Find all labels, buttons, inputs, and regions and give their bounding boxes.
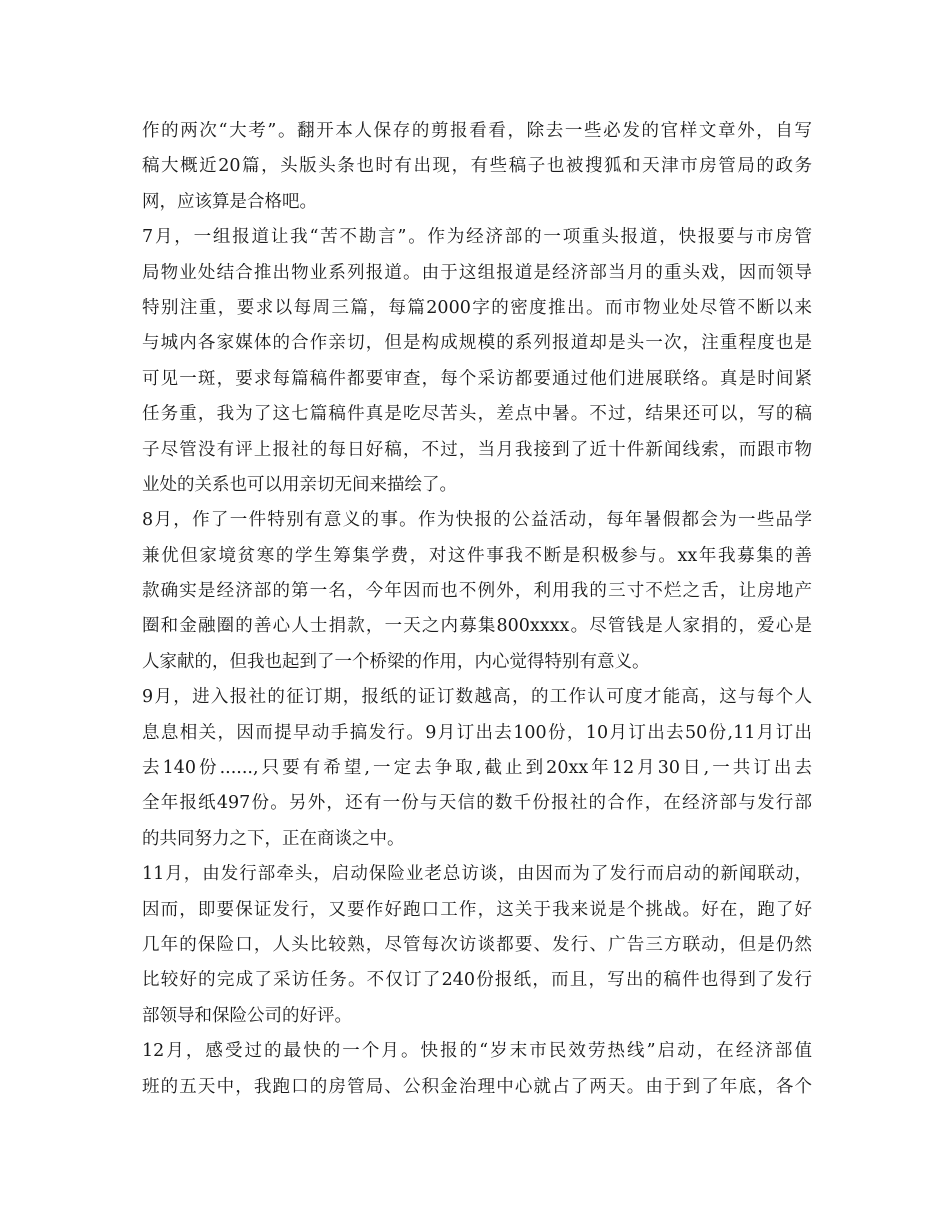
text-line: 的共同努力之下，正在商谈之中。 xyxy=(142,828,405,849)
text-line: 人家献的，但我也起到了一个桥梁的作用，内心觉得特别有意义。 xyxy=(142,651,650,672)
text-line: 与城内各家媒体的合作亲切，但是构成规模的系列报道却是头一次，注重程度也是 xyxy=(142,333,812,354)
text-line: 网，应该算是合格吧。 xyxy=(142,191,317,212)
text-line: 班的五天中，我跑口的房管局、公积金治理中心就占了两天。由于到了年底，各个 xyxy=(142,1076,812,1097)
text-line: 部领导和保险公司的好评。 xyxy=(142,1005,352,1026)
text-line: 12月，感受过的最快的一个月。快报的“岁末市民效劳热线”启动，在经济部值 xyxy=(142,1041,812,1062)
text-line: 局物业处结合推出物业系列报道。由于这组报道是经济部当月的重头戏，因而领导 xyxy=(142,262,812,283)
text-line: 作的两次“大考”。翻开本人保存的剪报看看，除去一些必发的官样文章外，自写 xyxy=(142,121,812,141)
text-line: 圈和金融圈的善心人士捐款，一天之内募集800xxxx。尽管钱是人家捐的，爱心是 xyxy=(142,616,812,637)
text-line: 全年报纸497份。另外，还有一份与天信的数千份报社的合作，在经济部与发行部 xyxy=(142,793,812,814)
text-line: 去140份......,只要有希望,一定去争取,截止到20xx年12月30日,一共订出去 xyxy=(142,758,812,779)
text-line: 9月，进入报社的征订期，报纸的证订数越高，的工作认可度才能高，这与每个人 xyxy=(142,687,812,708)
text-line: 因而，即要保证发行，又要作好跑口工作，这关于我来说是个挑战。好在，跑了好 xyxy=(142,899,812,920)
text-line: 稿大概近20篇，头版头条也时有出现，有些稿子也被搜狐和天津市房管局的政务 xyxy=(142,156,812,177)
text-line: 兼优但家境贫寒的学生筹集学费，对这件事我不断是积极参与。xx年我募集的善 xyxy=(142,545,812,566)
text-line: 业处的关系也可以用亲切无间来描绘了。 xyxy=(142,474,457,495)
text-line: 息息相关，因而提早动手搞发行。9月订出去100份，10月订出去50份,11月订出 xyxy=(142,722,812,743)
text-line: 款确实是经济部的第一名，今年因而也不例外，利用我的三寸不烂之舌，让房地产 xyxy=(142,581,812,602)
text-line: 比较好的完成了采访任务。不仅订了240份报纸，而且，写出的稿件也得到了发行 xyxy=(142,970,812,991)
text-line: 任务重，我为了这七篇稿件真是吃尽苦头，差点中暑。不过，结果还可以，写的稿 xyxy=(142,404,812,425)
text-line: 可见一斑，要求每篇稿件都要审查，每个采访都要通过他们进展联络。真是时间紧 xyxy=(142,368,812,389)
document-body xyxy=(142,114,812,1105)
text-line: 7月，一组报道让我“苦不勘言”。作为经济部的一项重头报道，快报要与市房管 xyxy=(142,227,812,248)
text-line: 特别注重，要求以每周三篇，每篇2000字的密度推出。而市物业处尽管不断以来 xyxy=(142,297,812,318)
text-line: 子尽管没有评上报社的每日好稿，不过，当月我接到了近十件新闻线索，而跟市物 xyxy=(142,439,812,460)
text-line: 几年的保险口，人头比较熟，尽管每次访谈都要、发行、广告三方联动，但是仍然 xyxy=(142,934,812,955)
text-line: 11月，由发行部牵头，启动保险业老总访谈，由因而为了发行而启动的新闻联动， xyxy=(142,864,812,885)
text-line: 8月，作了一件特别有意义的事。作为快报的公益活动，每年暑假都会为一些品学 xyxy=(142,510,812,531)
